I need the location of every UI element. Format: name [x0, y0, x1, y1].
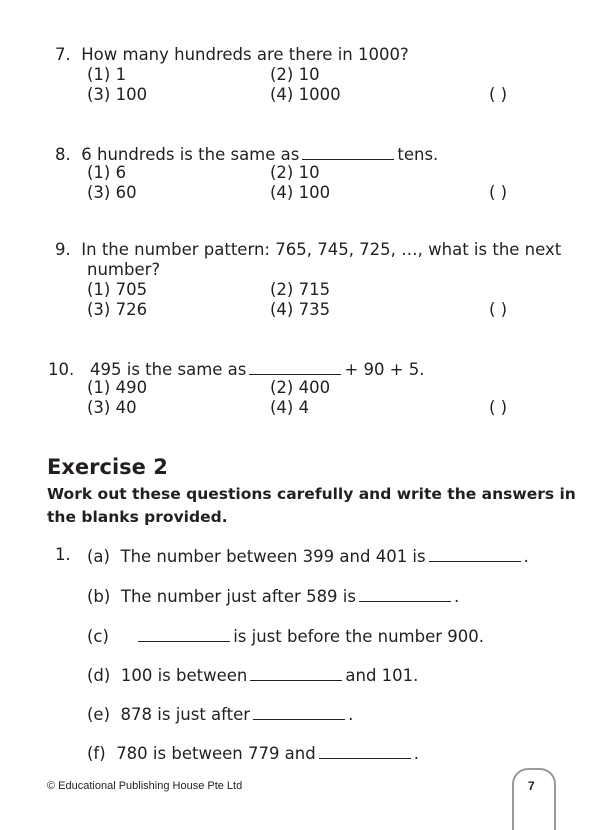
option: (2) 400 [270, 378, 331, 397]
part-text: 100 is between [120, 666, 248, 685]
question-text: How many hundreds are there in 1000? [81, 45, 409, 64]
question-9 [55, 240, 561, 260]
answer-blank[interactable] [319, 742, 411, 759]
question-number: 7. [55, 45, 71, 64]
part-label: (d) [87, 666, 111, 685]
part-text: . [413, 744, 419, 763]
question-text: tens. [397, 145, 439, 164]
part-label: (a) [87, 547, 110, 566]
question-7 [55, 45, 409, 65]
part-a [87, 545, 529, 567]
option: (2) 10 [270, 163, 320, 182]
option: (2) 10 [270, 65, 320, 84]
question-text: In the number pattern: 765, 745, 725, …, what is the next [81, 240, 562, 259]
question-number: 10. [48, 360, 75, 379]
exercise-question-number: 1. [55, 545, 71, 564]
option: (1) 490 [87, 378, 148, 397]
answer-bracket[interactable]: ( ) [489, 183, 508, 202]
option: (3) 726 [87, 300, 148, 319]
answer-blank[interactable] [359, 585, 451, 602]
part-c [87, 625, 484, 647]
part-text: 878 is just after [120, 705, 251, 724]
question-number: 9. [55, 240, 71, 259]
part-e [87, 703, 353, 725]
part-text: The number between 399 and 401 is [120, 547, 426, 566]
question-10 [48, 358, 425, 380]
question-number: 8. [55, 145, 71, 164]
question-text: 495 is the same as [90, 360, 247, 379]
copyright-text: © Educational Publishing House Pte Ltd [47, 780, 243, 792]
part-label: (e) [87, 705, 111, 724]
answer-bracket[interactable]: ( ) [489, 398, 508, 417]
answer-bracket[interactable]: ( ) [489, 85, 508, 104]
option: (4) 4 [270, 398, 310, 417]
answer-blank[interactable] [302, 143, 394, 160]
exercise-title: Exercise 2 [47, 455, 168, 479]
part-text: The number just after 589 is [120, 587, 356, 606]
part-text: . [453, 587, 460, 606]
option: (3) 100 [87, 85, 148, 104]
option: (2) 715 [270, 280, 331, 299]
instruction-line-2: the blanks provided. [47, 508, 228, 526]
part-text: . [523, 547, 529, 566]
option: (3) 60 [87, 183, 137, 202]
answer-blank[interactable] [250, 664, 342, 681]
answer-blank[interactable] [253, 703, 345, 720]
part-b [87, 585, 459, 607]
question-text: 6 hundreds is the same as [81, 145, 300, 164]
option: (1) 705 [87, 280, 148, 299]
part-label: (f) [87, 744, 106, 763]
option: (1) 6 [87, 163, 127, 182]
page-number: 7 [528, 779, 535, 793]
part-text: . [348, 705, 354, 724]
answer-blank[interactable] [429, 545, 521, 562]
question-8 [55, 143, 438, 165]
instruction-line-1: Work out these questions carefully and write the answers in [47, 485, 576, 503]
option: (4) 1000 [270, 85, 341, 104]
question-text: number? [87, 260, 161, 279]
answer-bracket[interactable]: ( ) [489, 300, 508, 319]
option: (4) 735 [270, 300, 331, 319]
answer-blank[interactable] [138, 625, 230, 642]
part-d [87, 664, 418, 686]
question-text: + 90 + 5. [344, 360, 425, 379]
part-text: and 101. [345, 666, 419, 685]
part-text: is just before the number 900. [233, 627, 485, 646]
answer-blank[interactable] [249, 358, 341, 375]
part-label: (b) [87, 587, 111, 606]
part-label: (c) [87, 627, 109, 646]
part-f [87, 742, 419, 764]
option: (4) 100 [270, 183, 331, 202]
option: (3) 40 [87, 398, 137, 417]
part-text: 780 is between 779 and [116, 744, 316, 763]
option: (1) 1 [87, 65, 127, 84]
